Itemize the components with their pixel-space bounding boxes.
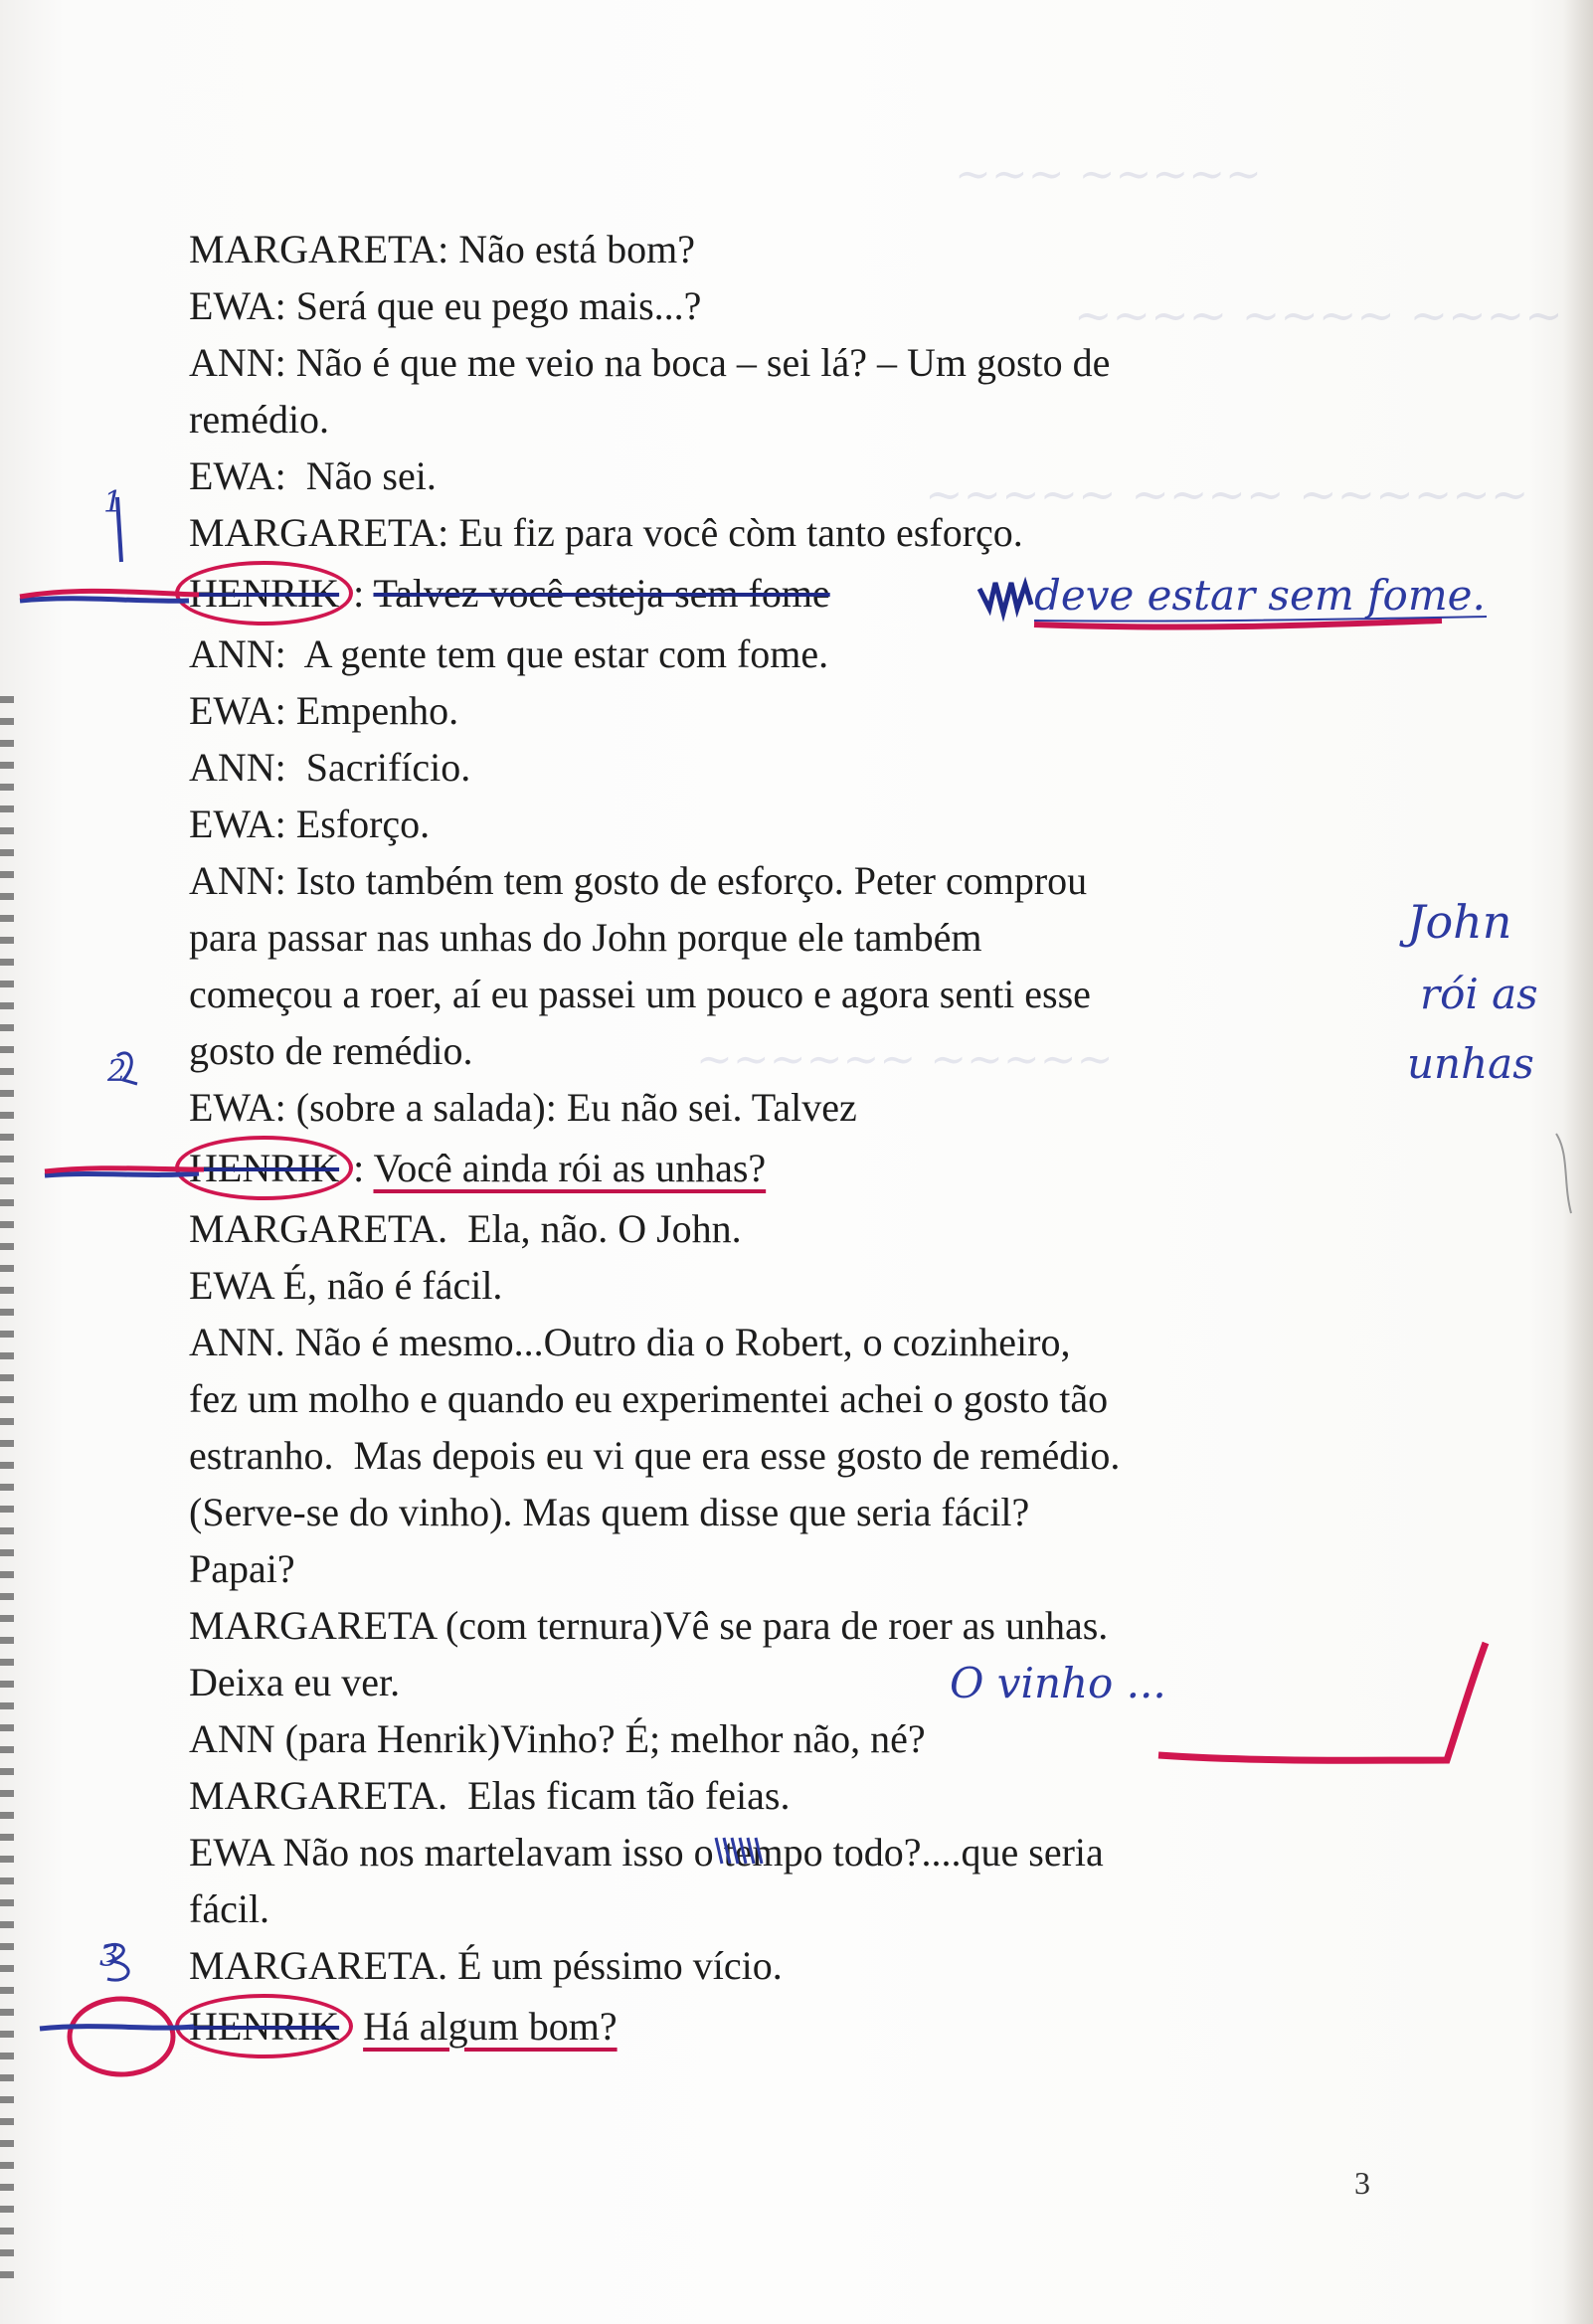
speaker-name: HENRIK bbox=[175, 1994, 353, 2058]
speaker-name: EWA: bbox=[189, 688, 286, 733]
script-line bbox=[189, 1540, 1412, 1597]
dialogue-text: (com ternura)Vê se para de roer as unhas. bbox=[435, 1603, 1109, 1648]
dialogue-text: (Serve-se do vinho). Mas quem disse que seria fácil? bbox=[189, 1490, 1030, 1534]
script-line bbox=[189, 739, 1412, 796]
speaker-name: EWA bbox=[189, 1830, 273, 1875]
dialogue-text: Isto também tem gosto de esforço. Peter comprou bbox=[285, 858, 1088, 903]
dialogue-text: (sobre a salada): Eu não sei. Talvez bbox=[285, 1085, 857, 1130]
script-line bbox=[189, 1257, 1412, 1314]
script-line bbox=[189, 1136, 1412, 1200]
script-line bbox=[189, 1079, 1412, 1136]
script-line bbox=[189, 1880, 1412, 1937]
margin-arrow-1 bbox=[20, 599, 189, 602]
dialogue-text: É um péssimo vício. bbox=[447, 1943, 783, 1988]
speaker-name: MARGARETA. bbox=[189, 1943, 448, 1988]
speaker-name: MARGARETA bbox=[189, 1603, 436, 1648]
script-line bbox=[189, 966, 1412, 1022]
script-line bbox=[189, 221, 1412, 277]
dialogue-text: Sacrifício. bbox=[285, 745, 471, 790]
script-line bbox=[189, 1710, 1412, 1767]
dialogue-text: Elas ficam tão feias. bbox=[447, 1773, 791, 1818]
handwritten-note-line-3: unhas bbox=[1407, 1039, 1534, 1088]
speaker-name: MARGARETA: bbox=[189, 227, 449, 271]
handwritten-note-line-1: John bbox=[1407, 895, 1512, 949]
dialogue-text: Eu fiz para você còm tanto esforço. bbox=[448, 510, 1023, 555]
script-line bbox=[189, 1597, 1412, 1654]
script-line bbox=[189, 1427, 1412, 1484]
dialogue-text: gosto de remédio. bbox=[189, 1028, 473, 1073]
dialogue-text: Não é que me veio na boca – sei lá? – Um gosto de bbox=[285, 340, 1111, 385]
dialogue-text: Não é mesmo...Outro dia o Robert, o cozinheiro, bbox=[284, 1320, 1071, 1364]
speaker-name: ANN: bbox=[189, 631, 286, 676]
script-line bbox=[189, 447, 1412, 504]
margin-number-3: 3 bbox=[99, 1939, 119, 1974]
margin-number-1: 1 bbox=[103, 485, 123, 520]
dialogue-text: Não sei. bbox=[285, 453, 437, 498]
dialogue-text: (para Henrik)Vinho? É; melhor não, né? bbox=[274, 1716, 926, 1761]
dialogue-text: Deixa eu ver. bbox=[189, 1660, 401, 1704]
underlined-dialogue: Há algum bom? bbox=[363, 2004, 618, 2049]
dialogue-text: Papai? bbox=[189, 1546, 295, 1591]
play-script-text bbox=[189, 221, 1412, 2058]
dialogue-text: Será que eu pego mais...? bbox=[285, 283, 702, 328]
dialogue-text: fez um molho e quando eu experimentei achei o gosto tão bbox=[189, 1376, 1109, 1421]
script-line bbox=[189, 1937, 1412, 1994]
dialogue-text: Não nos martelavam isso o tempo todo?....que seria bbox=[272, 1830, 1104, 1875]
script-line bbox=[189, 1994, 1412, 2058]
speaker-name: MARGARETA. bbox=[189, 1773, 448, 1818]
dialogue-text: É, não é fácil. bbox=[272, 1263, 503, 1308]
script-line bbox=[189, 626, 1412, 682]
script-line bbox=[189, 1824, 1412, 1880]
page-edge-shadow bbox=[1563, 0, 1593, 2324]
script-line bbox=[189, 796, 1412, 852]
struck-dialogue: Talvez você esteja sem fome bbox=[373, 571, 830, 616]
script-line bbox=[189, 504, 1412, 561]
dialogue-text: Não está bom? bbox=[448, 227, 695, 271]
margin-arrow-3 bbox=[40, 2027, 194, 2029]
speaker-name: ANN bbox=[189, 1716, 275, 1761]
dialogue-text: começou a roer, aí eu passei um pouco e agora senti esse bbox=[189, 972, 1091, 1016]
margin-arrow-1-red bbox=[20, 591, 199, 597]
speaker-name: ANN: bbox=[189, 745, 286, 790]
script-line bbox=[189, 1022, 1412, 1079]
dialogue-text: Empenho. bbox=[285, 688, 459, 733]
script-line bbox=[189, 391, 1412, 447]
show-through-text: ~~~~ ~~~~ ~~~~ bbox=[1074, 288, 1563, 342]
margin-number-2: 2 bbox=[107, 1054, 127, 1089]
speaker-name: EWA: bbox=[189, 802, 286, 846]
script-line bbox=[189, 682, 1412, 739]
show-through-text: ~~~~~~ ~~~~~ bbox=[696, 1034, 1114, 1085]
margin-circle-3 bbox=[70, 1999, 173, 2074]
speaker-name: MARGARETA. bbox=[189, 1206, 448, 1251]
dialogue-text: remédio. bbox=[189, 397, 330, 442]
dialogue-text: Esforço. bbox=[285, 802, 431, 846]
script-line bbox=[189, 277, 1412, 334]
speaker-name: EWA: bbox=[189, 1085, 286, 1130]
script-line bbox=[189, 1767, 1412, 1824]
dialogue-text: para passar nas unhas do John porque ele também bbox=[189, 915, 982, 960]
handwritten-edit-1: deve estar sem fome. bbox=[1034, 571, 1486, 620]
script-line bbox=[189, 852, 1412, 909]
script-line bbox=[189, 1370, 1412, 1427]
dialogue-text: : bbox=[353, 1146, 374, 1190]
dialogue-text: : bbox=[353, 571, 374, 616]
handwritten-note-line-2: rói as bbox=[1420, 970, 1538, 1018]
show-through-text: ~~~ ~~~~~ bbox=[955, 149, 1262, 200]
script-line bbox=[189, 1484, 1412, 1540]
speaker-name: HENRIK bbox=[175, 1136, 353, 1200]
script-line bbox=[189, 334, 1412, 391]
speaker-name: HENRIK bbox=[175, 561, 353, 626]
dialogue-text: estranho. Mas depois eu vi que era esse gosto de remédio. bbox=[189, 1433, 1121, 1478]
script-line bbox=[189, 909, 1412, 966]
script-line bbox=[189, 1654, 1412, 1710]
speaker-name: EWA: bbox=[189, 283, 286, 328]
dialogue-text: Ela, não. O John. bbox=[447, 1206, 742, 1251]
speaker-name: EWA: bbox=[189, 453, 286, 498]
page-number: 3 bbox=[1354, 2165, 1370, 2201]
speaker-name: MARGARETA: bbox=[189, 510, 449, 555]
speaker-name: ANN: bbox=[189, 340, 286, 385]
script-line bbox=[189, 1200, 1412, 1257]
handwritten-edit-2: O vinho ... bbox=[950, 1659, 1166, 1707]
binding-holes bbox=[0, 696, 14, 2287]
dialogue-text bbox=[353, 2004, 363, 2049]
show-through-text: ~~~~~ ~~~~ ~~~~~~ bbox=[925, 467, 1529, 521]
speaker-name: EWA bbox=[189, 1263, 273, 1308]
underlined-dialogue: Você ainda rói as unhas? bbox=[373, 1146, 767, 1190]
dialogue-text: fácil. bbox=[189, 1886, 270, 1931]
speaker-name: ANN. bbox=[189, 1320, 285, 1364]
speaker-name: ANN: bbox=[189, 858, 286, 903]
dialogue-text: A gente tem que estar com fome. bbox=[285, 631, 829, 676]
script-line bbox=[189, 1314, 1412, 1370]
